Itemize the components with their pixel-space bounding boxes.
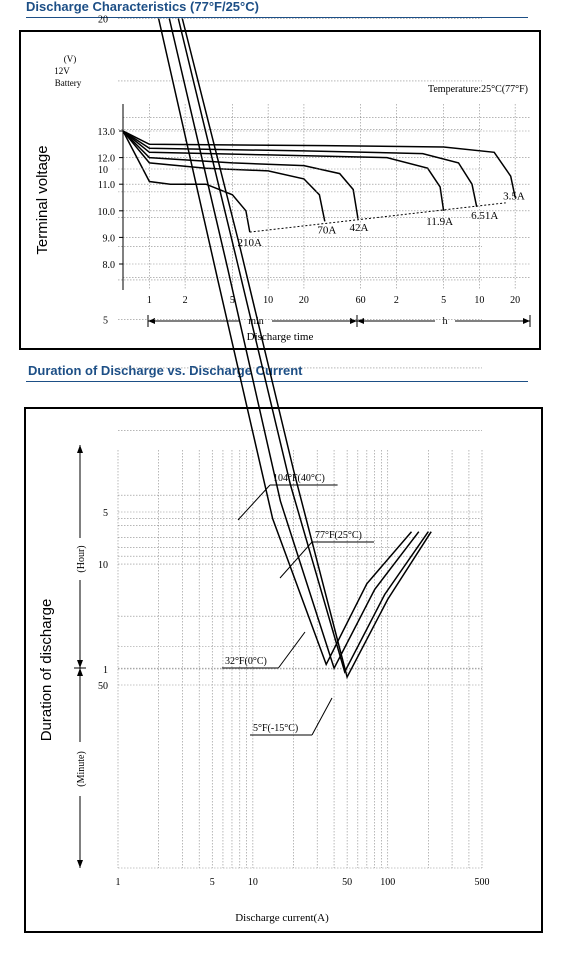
chart2-series-label: 5°F(-15°C) xyxy=(253,723,299,734)
chart1-series-label: 42A xyxy=(349,221,369,234)
chart1-x-tick-label: 1 xyxy=(146,295,152,306)
chart1-y-tick-label: 8.0 xyxy=(102,260,115,271)
chart2-y-axis-label: Duration of discharge xyxy=(38,598,55,742)
chart1-series-label: 210A xyxy=(237,237,262,250)
chart2-x-tick-label: 500 xyxy=(474,877,490,888)
chart2-hour-label: (Hour) xyxy=(76,545,87,573)
chart2-y-tick-labels xyxy=(98,14,108,692)
chart1-unit-12v: 12V xyxy=(54,66,70,76)
chart2-series-label: 77°F(25°C) xyxy=(315,530,362,541)
chart1-x-tick-label: 2 xyxy=(182,295,188,306)
chart1-y-tick-label: 11.0 xyxy=(97,180,115,192)
chart1-temperature-note: Temperature:25°C(77°F) xyxy=(427,84,528,95)
chart1-min-label: min xyxy=(248,316,264,327)
chart2-callout-leader xyxy=(312,698,332,735)
chart1-x-tick-label: 2 xyxy=(393,295,399,306)
chart2-series xyxy=(159,19,432,678)
chart1-x-tick-label: 60 xyxy=(355,295,366,306)
chart2-y-tick-label: 10 xyxy=(98,165,108,176)
chart2-callout-leader xyxy=(278,632,305,668)
chart1-y-axis-label: Terminal voltage xyxy=(34,145,51,255)
chart2-x-axis-label: Discharge current(A) xyxy=(235,912,329,924)
chart1-x-tick-label: 5 xyxy=(229,295,235,306)
chart2-minute-label: (Minute) xyxy=(76,751,87,787)
chart1-time-range-arrows xyxy=(148,314,530,328)
chart2-y-tick-label: 20 xyxy=(98,14,108,26)
chart2-y-tick-label: 5 xyxy=(103,508,108,519)
chart1-series-label: 3.5A xyxy=(503,190,525,203)
chart1-y-tick-label: 12.0 xyxy=(97,153,115,165)
chart2-y-tick-label: 1 xyxy=(103,665,108,676)
chart2-callout-leader xyxy=(238,485,270,520)
chart1-series-line xyxy=(123,131,444,211)
chart2-hour-minute-arrows xyxy=(73,445,87,868)
chart1-series xyxy=(123,131,515,232)
chart2-x-tick-label: 5 xyxy=(209,877,215,888)
chart2-x-tick-label: 10 xyxy=(247,877,258,888)
chart1-y-tick-label: 9.0 xyxy=(102,233,115,245)
chart1-series-line xyxy=(123,131,515,198)
chart2-x-tick-label: 100 xyxy=(380,877,396,888)
chart1-x-tick-label: 5 xyxy=(441,295,447,306)
chart1-grid xyxy=(119,104,530,290)
chart1-unit-battery: Battery xyxy=(54,78,82,88)
chart1-x-tick-label: 20 xyxy=(298,295,309,306)
chart1-series-label: 11.9A xyxy=(426,215,454,228)
chart2-x-tick-label: 50 xyxy=(342,877,353,888)
chart2-series-label: 104°F(40°C) xyxy=(273,473,325,484)
chart1-x-tick-label: 10 xyxy=(263,295,274,306)
chart1-unit-v: (V) xyxy=(63,54,77,64)
chart2-y-tick-label: 10 xyxy=(98,560,108,572)
chart1-series-label: 70A xyxy=(317,224,337,237)
chart1-x-tick-label: 20 xyxy=(510,295,521,306)
chart2-x-tick-label: 1 xyxy=(115,877,121,888)
chart1-x-tick-label: 10 xyxy=(474,295,485,306)
section1-heading: Discharge Characteristics (77°F/25°C) xyxy=(26,0,259,14)
chart1-series-labels xyxy=(238,191,525,250)
chart1-series-label: 6.51A xyxy=(471,209,499,222)
chart2-y-tick-label: 50 xyxy=(98,681,108,692)
chart2-series-line xyxy=(182,19,431,678)
chart1-y-tick-label: 10.0 xyxy=(97,206,115,218)
chart1-x-tick-labels xyxy=(147,295,520,306)
chart2-y-tick-label: 5 xyxy=(103,315,108,327)
chart1-x-axis-label: Discharge time xyxy=(246,331,314,343)
chart1-y-tick-labels xyxy=(98,127,116,271)
section2-heading: Duration of Discharge vs. Discharge Current xyxy=(28,363,303,378)
chart1-y-tick-label: 13.0 xyxy=(97,127,115,138)
chart1-h-label: h xyxy=(442,316,448,327)
chart2-series-label: 32°F(0°C) xyxy=(225,656,267,667)
chart2-x-tick-labels xyxy=(116,877,490,888)
